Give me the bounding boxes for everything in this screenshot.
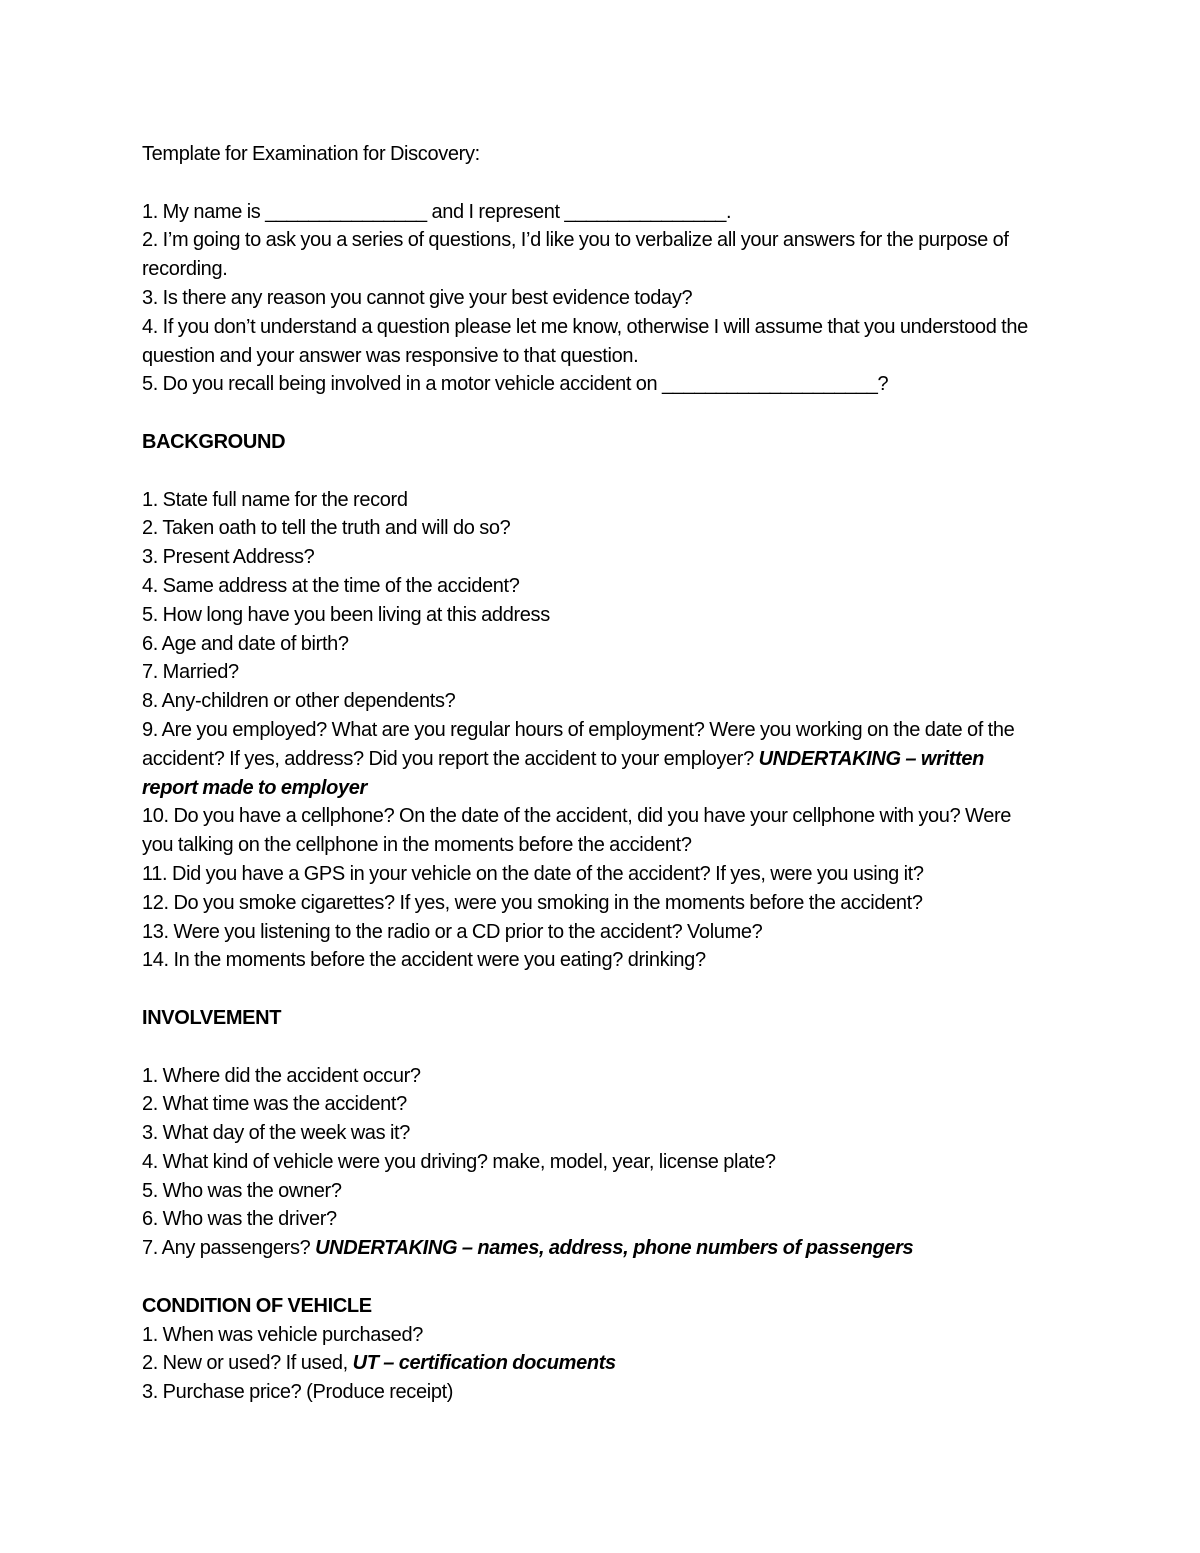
background-item-6: 6. Age and date of birth? — [142, 632, 349, 655]
involvement-item-7-text: 7. Any passengers? — [142, 1237, 311, 1260]
document-page — [142, 140, 1042, 1407]
involvement-item-5: 5. Who was the owner? — [142, 1179, 342, 1202]
background-item-4: 4. Same address at the time of the accident? — [142, 574, 520, 597]
background-item-12: 12. Do you smoke cigarettes? If yes, were you smoking in the moments before the accident? — [142, 891, 923, 914]
section-heading-background: BACKGROUND — [142, 430, 286, 453]
involvement-item-7 — [142, 1234, 1042, 1263]
undertaking-note: UNDERTAKING – written report made to employer — [142, 747, 984, 799]
spacer — [142, 1263, 1042, 1292]
spacer — [142, 399, 1042, 428]
background-item-10: 10. Do you have a cellphone? On the date of the accident, did you have your cellphone with you? Were you talking on the cellphone in the moments before the accident? — [142, 805, 1012, 857]
involvement-item-3: 3. What day of the week was it? — [142, 1122, 411, 1145]
background-item-11: 11. Did you have a GPS in your vehicle on the date of the accident? If yes, were you using it? — [142, 862, 924, 885]
involvement-item-1: 1. Where did the accident occur? — [142, 1064, 421, 1087]
intro-item-1: 1. My name is _______________ and I represent _______________. — [142, 200, 732, 223]
spacer — [142, 1033, 1042, 1062]
undertaking-note: UT – certification documents — [352, 1352, 616, 1375]
background-item-9 — [142, 716, 1042, 802]
involvement-item-6: 6. Who was the driver? — [142, 1208, 337, 1231]
background-item-1: 1. State full name for the record — [142, 488, 408, 511]
background-item-8: 8. Any-children or other dependents? — [142, 690, 456, 713]
background-item-13: 13. Were you listening to the radio or a CD prior to the accident? Volume? — [142, 920, 763, 943]
intro-item-4: 4. If you don’t understand a question please let me know, otherwise I will assume that you understood the question and your answer was responsive to that question. — [142, 315, 1028, 367]
background-item-2: 2. Taken oath to tell the truth and will do so? — [142, 517, 511, 540]
condition-item-2-text: 2. New or used? If used, — [142, 1352, 348, 1375]
background-item-7: 7. Married? — [142, 661, 239, 684]
condition-item-3: 3. Purchase price? (Produce receipt) — [142, 1381, 454, 1404]
document-title: Template for Examination for Discovery: — [142, 143, 480, 165]
involvement-item-4: 4. What kind of vehicle were you driving? make, model, year, license plate? — [142, 1150, 776, 1173]
condition-item-1: 1. When was vehicle purchased? — [142, 1323, 423, 1346]
undertaking-note: UNDERTAKING – names, address, phone numbers of passengers — [315, 1237, 914, 1260]
background-item-5: 5. How long have you been living at this address — [142, 603, 550, 626]
section-heading-involvement: INVOLVEMENT — [142, 1006, 282, 1029]
background-item-14: 14. In the moments before the accident were you eating? drinking? — [142, 949, 706, 972]
involvement-item-2: 2. What time was the accident? — [142, 1093, 407, 1116]
section-heading-condition: CONDITION OF VEHICLE — [142, 1294, 372, 1317]
background-item-3: 3. Present Address? — [142, 546, 315, 569]
condition-item-2 — [142, 1349, 1042, 1378]
intro-item-2: 2. I’m going to ask you a series of questions, I’d like you to verbalize all your answers for the purpose of recording. — [142, 229, 1009, 281]
spacer — [142, 457, 1042, 486]
background-item-9-text: 9. Are you employed? What are you regular hours of employment? Were you working on the date of the accident? If yes, address? Did you report the accident to your employer? — [142, 718, 1015, 770]
intro-item-5: 5. Do you recall being involved in a motor vehicle accident on ____________________? — [142, 373, 889, 396]
spacer — [142, 169, 1042, 198]
intro-item-3: 3. Is there any reason you cannot give your best evidence today? — [142, 286, 693, 309]
spacer — [142, 975, 1042, 1004]
